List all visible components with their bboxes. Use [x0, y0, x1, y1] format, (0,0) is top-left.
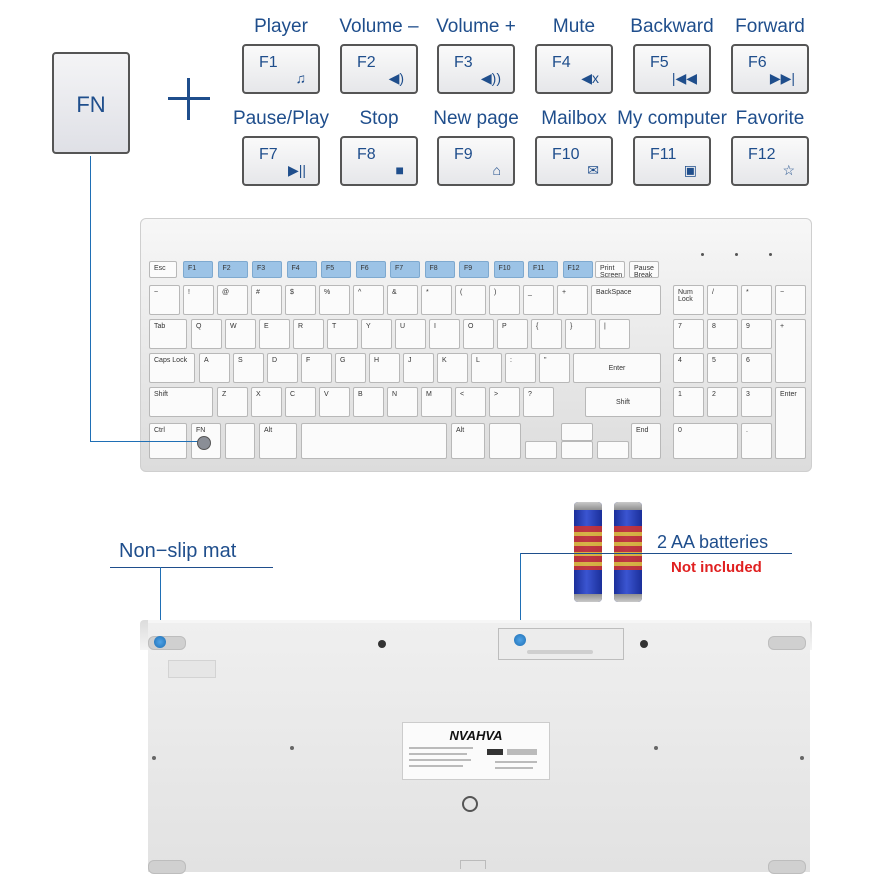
key-print-screen-label: Print Screen: [600, 265, 623, 279]
key-letter: [539, 353, 570, 383]
key-letter: [217, 387, 248, 417]
key-numpad-label: 8: [712, 323, 716, 330]
key-letter-label: A: [204, 357, 209, 364]
key-letter-label: C: [290, 391, 296, 398]
key-f6: [356, 261, 386, 278]
key-number-row-label: %: [324, 289, 331, 296]
aa-battery-1: [574, 502, 602, 602]
key-letter-label: R: [298, 323, 304, 330]
key-f11: [528, 261, 558, 278]
key-numpad-dot-label: .: [746, 427, 748, 434]
key-letter-label: }: [570, 323, 573, 330]
key-letter-label: Q: [196, 323, 202, 330]
key-f8: [425, 261, 455, 278]
non-slip-mat-underline: [110, 567, 273, 568]
key-numpad-dot: [741, 423, 772, 459]
key-number-row: [455, 285, 486, 315]
key-letter-label: J: [408, 357, 412, 364]
key-number-row: [251, 285, 282, 315]
key-letter-label: |: [604, 323, 606, 330]
screw: [378, 640, 386, 648]
key-f10: [494, 261, 524, 278]
key-letter: [395, 319, 426, 349]
fkey-label: F10: [552, 146, 580, 163]
key-numpad: [707, 319, 738, 349]
key-f6-label: F6: [360, 265, 369, 272]
key-number-row: [217, 285, 248, 315]
key-f3: [252, 261, 282, 278]
key-number-row-label: ^: [358, 289, 362, 296]
key-number-row-label: &: [392, 289, 397, 296]
key-end: [631, 423, 661, 459]
fkey-f6: [731, 44, 809, 94]
fkey-caption-f6: Forward: [735, 16, 805, 37]
bottom-notch: [460, 860, 486, 869]
key-f2-label: F2: [222, 265, 231, 272]
key-shift-right: [585, 387, 661, 417]
key-numpad: [775, 285, 806, 315]
not-included-label: Not included: [671, 559, 762, 576]
key-numpad: [741, 387, 772, 417]
non-slip-mat-label: Non−slip mat: [119, 540, 237, 562]
fkey-label: F8: [357, 146, 376, 163]
plus-icon: [168, 78, 210, 120]
key-letter-label: M: [426, 391, 432, 398]
key-numpad-enter: [775, 387, 806, 459]
key-backspace: [591, 285, 661, 315]
key-alt-left: [259, 423, 297, 459]
key-numpad: [673, 387, 704, 417]
key-numpad-label: *: [746, 289, 749, 296]
key-letter-label: E: [264, 323, 269, 330]
key-letter-label: D: [272, 357, 278, 364]
fkey-function-icon: ▣: [683, 162, 697, 178]
key-numpad: [741, 319, 772, 349]
key-letter-label: U: [400, 323, 406, 330]
key-arrow-right: [597, 441, 629, 459]
key-shift-right-label: Shift: [615, 399, 630, 407]
key-numpad-label: 9: [746, 323, 750, 330]
key-end-label: End: [636, 427, 649, 434]
fkey-function-icon: ◀): [388, 70, 404, 86]
key-letter: [531, 319, 562, 349]
key-num-lock: [673, 285, 704, 315]
key-letter: [429, 319, 460, 349]
fkey-caption-f9: New page: [433, 108, 519, 129]
key-letter: [599, 319, 630, 349]
fkey-caption-f7: Pause/Play: [232, 108, 330, 129]
fn-key-highlight: [197, 436, 211, 450]
indicator-light: [735, 253, 738, 256]
key-number-row: [523, 285, 554, 315]
key-fn-label: FN: [196, 427, 206, 434]
key-letter: [251, 387, 282, 417]
key-number-row: [353, 285, 384, 315]
fkey-caption-f8: Stop: [359, 108, 399, 129]
key-esc-label: Esc: [154, 265, 166, 272]
key-arrow-up: [561, 423, 593, 441]
key-numpad-label: −: [780, 289, 785, 296]
key-letter-label: B: [358, 391, 363, 398]
fkey-caption-f5: Backward: [630, 16, 714, 37]
key-number-row-label: _: [528, 289, 532, 296]
key-letter-label: O: [468, 323, 474, 330]
fkey-function-icon: ■: [395, 162, 404, 178]
keyboard-top-view: [140, 218, 812, 472]
key-letter: [327, 319, 358, 349]
indicator-light: [701, 253, 704, 256]
fkey-f7: [242, 136, 320, 186]
fkey-function-icon: ⌂: [492, 162, 501, 178]
key-arrow-down: [561, 441, 593, 459]
key-enter-label: Enter: [608, 365, 626, 373]
key-numpad-label: 6: [746, 357, 750, 364]
key-numpad-label: 3: [746, 391, 750, 398]
key-print-screen: [595, 261, 625, 278]
key-shift-left-label: Shift: [154, 391, 169, 398]
fkey-function-icon: |◀◀: [671, 70, 697, 86]
key-letter: [387, 387, 418, 417]
fkey-caption-f10: Mailbox: [541, 108, 607, 129]
key-letter: [565, 319, 596, 349]
key-pause-break: [629, 261, 659, 278]
key-numpad-0-label: 0: [678, 427, 682, 434]
key-letter-label: N: [392, 391, 398, 398]
fkey-label: F9: [454, 146, 473, 163]
screw: [654, 746, 658, 750]
key-letter-label: Z: [222, 391, 227, 398]
key-tab-label: Tab: [154, 323, 166, 330]
key-letter-label: P: [502, 323, 507, 330]
slot-cover: [168, 660, 216, 678]
center-emblem: [462, 796, 478, 812]
brand-name: NVAHVA: [449, 728, 503, 743]
key-number-row: [421, 285, 452, 315]
key-f10-label: F10: [498, 265, 511, 272]
fkey-function-icon: ◀)): [480, 70, 501, 86]
fkey-function-icon: ♫: [295, 70, 306, 86]
key-letter: [225, 319, 256, 349]
fkey-f3: [437, 44, 515, 94]
batteries-underline: [520, 553, 792, 554]
key-alt-right: [451, 423, 485, 459]
key-letter: [259, 319, 290, 349]
key-numpad: [707, 387, 738, 417]
key-letter-label: <: [460, 391, 465, 398]
key-number-row-label: *: [426, 289, 429, 296]
key-letter: [403, 353, 434, 383]
key-numpad-0: [673, 423, 738, 459]
key-letter-label: H: [374, 357, 380, 364]
key-letter-label: V: [324, 391, 329, 398]
key-letter-label: Y: [366, 323, 371, 330]
key-letter: [301, 353, 332, 383]
key-letter: [361, 319, 392, 349]
rubber-foot-bottom-left: [148, 860, 186, 874]
key-numpad-label: /: [712, 289, 714, 296]
key-numpad: [741, 285, 772, 315]
key-letter: [421, 387, 452, 417]
key-letter-label: ": [544, 357, 547, 364]
fkey-function-icon: ✉: [587, 162, 599, 178]
fn-key-illustration: [52, 52, 130, 154]
fkey-caption-f12: Favorite: [735, 108, 805, 129]
key-ctrl-label: Ctrl: [154, 427, 165, 434]
key-pause-break-label: Pause Break: [634, 265, 654, 279]
key-number-row-label: #: [256, 289, 260, 296]
key-number-row: [319, 285, 350, 315]
key-f5: [321, 261, 351, 278]
key-f2: [218, 261, 248, 278]
batteries-label: 2 AA batteries: [657, 532, 769, 552]
key-numpad: [673, 319, 704, 349]
key-number-row-label: +: [562, 289, 567, 296]
key-letter: [497, 319, 528, 349]
key-backspace-label: BackSpace: [596, 289, 632, 296]
fkey-label: F7: [259, 146, 278, 163]
fkey-label: F3: [454, 54, 473, 71]
key-numpad-label: 1: [678, 391, 682, 398]
key-f7: [390, 261, 420, 278]
key-letter-label: :: [510, 357, 512, 364]
fkey-label: F1: [259, 54, 278, 71]
key-arrow-left: [525, 441, 557, 459]
key-letter-label: {: [536, 323, 539, 330]
key-enter: [573, 353, 661, 383]
key-letter-label: X: [256, 391, 261, 398]
fkey-caption-f3: Volume +: [436, 16, 516, 37]
key-letter: [335, 353, 366, 383]
fkey-f5: [633, 44, 711, 94]
fkey-label: F11: [650, 146, 677, 163]
key-letter-label: K: [442, 357, 447, 364]
key-alt-left-label: Alt: [264, 427, 273, 434]
fkey-label: F4: [552, 54, 571, 71]
indicator-light: [769, 253, 772, 256]
key-f12-label: F12: [567, 265, 580, 272]
fkey-f11: [633, 136, 711, 186]
fkey-caption-f2: Volume –: [339, 16, 419, 37]
key-letter: [293, 319, 324, 349]
key-letter-label: G: [340, 357, 346, 364]
key-letter: [267, 353, 298, 383]
fkey-label: F12: [748, 146, 776, 163]
key-letter-label: L: [476, 357, 480, 364]
key-windows: [225, 423, 255, 459]
key-numpad: [673, 353, 704, 383]
key-letter-label: ?: [528, 391, 532, 398]
key-letter: [505, 353, 536, 383]
battery-compartment-dot: [514, 634, 526, 646]
key-letter-label: S: [238, 357, 243, 364]
fkey-f9: [437, 136, 515, 186]
key-numpad-plus-label: +: [780, 323, 785, 330]
fkey-f4: [535, 44, 613, 94]
key-f3-label: F3: [257, 265, 266, 272]
key-letter: [437, 353, 468, 383]
fkey-function-icon: ▶▶|: [769, 70, 795, 86]
key-numpad-label: 2: [712, 391, 716, 398]
key-numpad-plus: [775, 319, 806, 383]
key-letter: [471, 353, 502, 383]
key-numpad-label: 7: [678, 323, 682, 330]
fkey-caption-f1: Player: [254, 16, 308, 37]
screw: [152, 756, 156, 760]
key-number-row: [285, 285, 316, 315]
key-letter-label: W: [230, 323, 237, 330]
key-letter: [455, 387, 486, 417]
key-number-row-label: (: [460, 289, 463, 296]
key-f4-label: F4: [291, 265, 300, 272]
non-slip-mat-dot-front: [154, 636, 166, 648]
key-numpad: [741, 353, 772, 383]
key-number-row-label: @: [222, 289, 230, 296]
key-f11-label: F11: [533, 265, 545, 272]
key-numpad-label: 4: [678, 357, 682, 364]
key-f7-label: F7: [395, 265, 404, 272]
key-numpad-enter-label: Enter: [780, 391, 797, 398]
key-number-row-label: $: [290, 289, 294, 296]
key-number-row: [557, 285, 588, 315]
fkey-label: F5: [650, 54, 669, 71]
key-numpad: [707, 285, 738, 315]
screw: [290, 746, 294, 750]
key-space: [301, 423, 447, 459]
aa-battery-2: [614, 502, 642, 602]
key-letter-label: >: [494, 391, 499, 398]
key-letter: [463, 319, 494, 349]
key-number-row: [387, 285, 418, 315]
rubber-foot-bottom-right: [768, 860, 806, 874]
fkey-f8: [340, 136, 418, 186]
key-alt-right-label: Alt: [456, 427, 465, 434]
key-f8-label: F8: [429, 265, 438, 272]
key-number-row: [489, 285, 520, 315]
key-numpad: [707, 353, 738, 383]
key-letter: [489, 387, 520, 417]
fkey-caption-f11: My computer: [617, 108, 727, 129]
key-num-lock-label: Num Lock: [678, 289, 693, 303]
key-letter: [199, 353, 230, 383]
key-letter: [285, 387, 316, 417]
key-letter-label: T: [332, 323, 337, 330]
key-number-row-label: ~: [154, 289, 159, 296]
key-number-row-label: !: [188, 289, 190, 296]
key-number-row-label: ): [494, 289, 497, 296]
key-f12: [563, 261, 593, 278]
key-letter-label: I: [434, 323, 436, 330]
key-letter: [369, 353, 400, 383]
fkey-function-icon: ◀x: [581, 70, 599, 86]
key-letter: [353, 387, 384, 417]
fkey-caption-f4: Mute: [552, 16, 596, 37]
fkey-f12: [731, 136, 809, 186]
key-letter-label: F: [306, 357, 311, 364]
fn-key-label: FN: [76, 92, 106, 117]
key-f1-label: F1: [188, 265, 197, 272]
key-f5-label: F5: [326, 265, 335, 272]
key-caps-lock-label: Caps Lock: [154, 357, 188, 364]
fkey-function-icon: ▶||: [287, 162, 306, 178]
screw: [640, 640, 648, 648]
product-label: [402, 722, 550, 780]
key-numpad-label: 5: [712, 357, 716, 364]
fkey-f1: [242, 44, 320, 94]
key-f4: [287, 261, 317, 278]
key-letter: [319, 387, 350, 417]
screw: [800, 756, 804, 760]
fkey-f2: [340, 44, 418, 94]
fkey-label: F6: [748, 54, 767, 71]
rubber-foot-top-right: [768, 636, 806, 650]
fkey-label: F2: [357, 54, 376, 71]
key-menu: [489, 423, 521, 459]
fkey-f10: [535, 136, 613, 186]
key-f9: [459, 261, 489, 278]
fn-connector-line: [90, 156, 201, 442]
key-letter: [523, 387, 554, 417]
fkey-function-icon: ☆: [782, 162, 795, 178]
key-letter: [233, 353, 264, 383]
key-f9-label: F9: [464, 265, 473, 272]
